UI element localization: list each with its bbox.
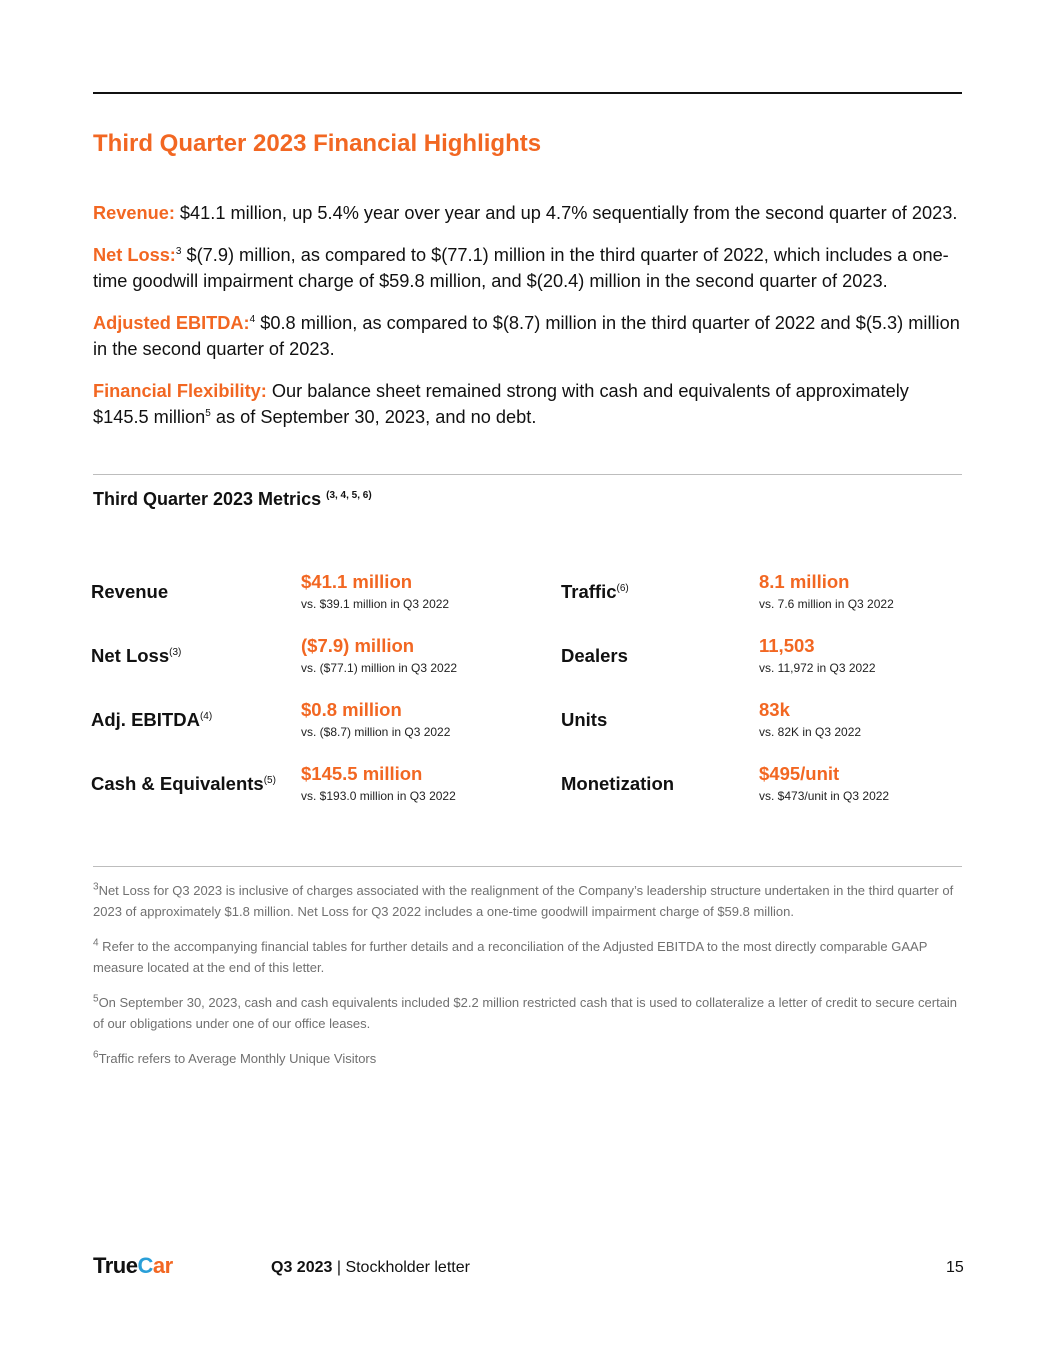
highlight-revenue: [93, 200, 968, 226]
highlights-section: [93, 200, 968, 446]
metric-value-traffic: 8.1 million: [759, 571, 850, 592]
report-label: Q3 2023 | Stockholder letter: [271, 1259, 470, 1276]
highlight-label: Revenue:: [93, 203, 175, 223]
metric-compare-cash: vs. $193.0 million in Q3 2022: [301, 789, 456, 803]
metric-label-monetization: Monetization: [561, 773, 675, 794]
footnote-4: $^4$ Refer to the accompanying financial tables for further details and a reconciliation of the Adjusted EBITDA to the most directly comparable GAAP measure located at the end of this letter.: [93, 937, 928, 975]
metric-value-monetization: $495/unit: [759, 763, 840, 784]
footnotes-divider: [93, 866, 962, 867]
highlight-text: Our balance sheet remained strong with cash and equivalents of approximately $145.5 million: [93, 381, 909, 427]
highlight-text: $(7.9) million, as compared to $(77.1) million in the third quarter of 2022, which includes a one-time goodwill impairment charge of $59.8 million, and $(20.4) million in the second quarter of 2023.: [93, 245, 949, 291]
highlight-label: Financial Flexibility:: [93, 381, 267, 401]
metric-compare-monetization: vs. $473/unit in Q3 2022: [759, 789, 890, 803]
metric-label-traffic: Traffic$^{(6)}$: [561, 581, 629, 602]
highlight-text: $0.8 million, as compared to $(8.7) million in the third quarter of 2022 and $(5.3) million in the second quarter of 2023.: [93, 313, 960, 359]
metric-compare-traffic: vs. 7.6 million in Q3 2022: [759, 597, 894, 611]
metric-label-adj-ebitda: Adj. EBITDA$^{(4)}$: [91, 709, 213, 730]
section-divider: [93, 474, 962, 475]
top-divider: [93, 92, 962, 94]
metric-compare-dealers: vs. 11,972 in Q3 2022: [759, 661, 876, 675]
footnote-6: $^6$Traffic refers to Average Monthly Unique Visitors: [93, 1049, 377, 1066]
footnote-ref: 3: [175, 245, 182, 257]
metrics-title: Third Quarter 2023 Metrics $^{(3, 4, 5, 6)}$: [93, 489, 372, 509]
footnotes: [93, 880, 968, 1083]
metric-value-dealers: 11,503: [759, 635, 815, 656]
highlight-label: Net Loss:: [93, 245, 176, 265]
page-number: 15: [946, 1259, 964, 1276]
truecar-logo: TrueCar: [93, 1253, 173, 1278]
metric-value-units: 83k: [759, 699, 790, 720]
metric-compare-revenue: vs. $39.1 million in Q3 2022: [301, 597, 450, 611]
highlight-adjusted-ebitda: [93, 310, 968, 362]
highlight-net-loss: [93, 242, 968, 294]
metric-label-cash: Cash & Equivalents$^{(5)}$: [91, 773, 276, 794]
metric-label-dealers: Dealers: [561, 645, 628, 666]
highlight-label: Adjusted EBITDA:: [93, 313, 250, 333]
footnote-ref: 5: [205, 407, 211, 419]
metric-compare-units: vs. 82K in Q3 2022: [759, 725, 862, 739]
metric-label-revenue: Revenue: [91, 581, 169, 602]
metric-value-adj-ebitda: $0.8 million: [301, 699, 402, 720]
metric-compare-adj-ebitda: vs. ($8.7) million in Q3 2022: [301, 725, 451, 739]
highlight-text: as of September 30, 2023, and no debt.: [210, 407, 537, 427]
highlight-financial-flexibility: [93, 378, 968, 430]
metric-label-units: Units: [561, 709, 608, 730]
metric-value-revenue: $41.1 million: [301, 571, 413, 592]
footnote-5: $^5$On September 30, 2023, cash and cash equivalents included $2.2 million restricted cash that is used to collateralize a letter of credit to secure certain of our obligations under one of our office leases.: [93, 993, 958, 1031]
metric-label-net-loss: Net Loss$^{(3)}$: [91, 645, 182, 666]
metric-value-cash: $145.5 million: [301, 763, 423, 784]
highlight-text: $41.1 million, up 5.4% year over year and up 4.7% sequentially from the second quarter of 2023.: [174, 203, 958, 223]
footnote-ref: 4: [249, 313, 256, 325]
page-title: Third Quarter 2023 Financial Highlights: [93, 130, 542, 157]
footnote-3: $^3$Net Loss for Q3 2023 is inclusive of charges associated with the realignment of the Company’s leadership structure undertaken in the third quarter of 2023 of approximately $1.8 million. Net Loss for Q3 2022 includes a one-time goodwill impairment charge of $59.8 million.: [93, 881, 954, 919]
metric-value-net-loss: ($7.9) million: [301, 635, 415, 656]
metrics-title-refs: (3, 4, 5, 6): [326, 490, 372, 501]
metric-compare-net-loss: vs. ($77.1) million in Q3 2022: [301, 661, 458, 675]
